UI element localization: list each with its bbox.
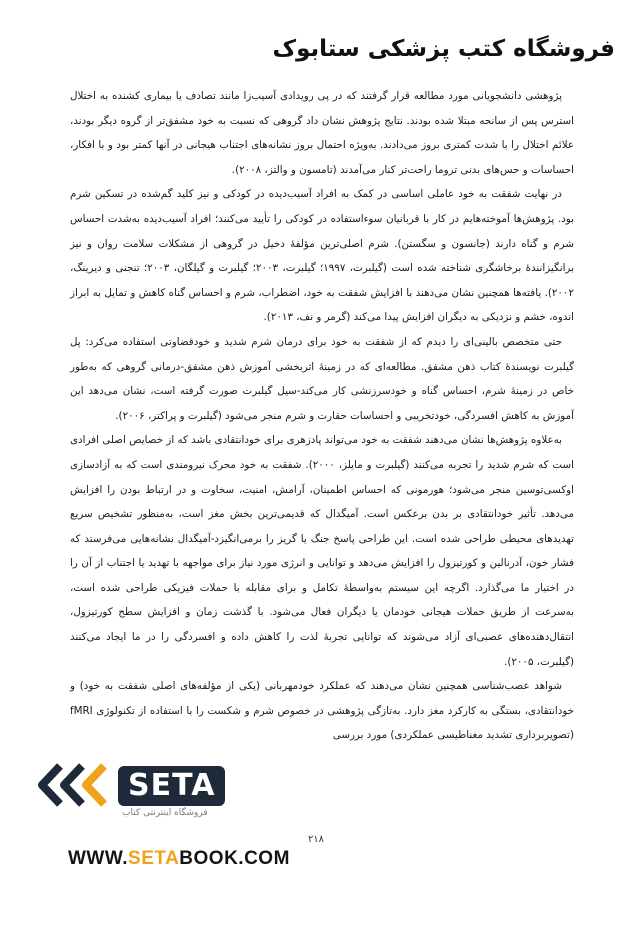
body-text	[70, 84, 574, 748]
page-number: ۲۱۸	[307, 834, 325, 845]
paragraph: به‌علاوه پژوهش‌ها نشان می‌دهند شفقت به خود می‌تواند پادزهری برای خودانتقادی باشد که از خصایص اصلی افرادی است که شرم شدید را تجربه می‌کنند (گیلبرت و مایلز، ۲۰۰۰). شفقت به خود محرک نیرومندی است که به آزادسازی اوکسی‌توسین منجر می‌شود؛ هورمونی که احساس اطمینان، آرامش، امنیت، سخاوت و در ارتباط بودن را افزایش می‌دهد. تأثیر خودانتقادی بر بدن برعکس است. آمیگدال که قدیمی‌ترین بخش مغز است، به‌منظور تشخیص سریع تهدیدهای محیطی طراحی شده است. این طراحی پاسخ جنگ یا گریز را برمی‌انگیزد-آمیگدال نشانه‌هایی می‌فرستد که فشار خون، آدرنالین و کورتیزول را افزایش می‌دهد و توانایی و انرژی مورد نیاز برای مواجهه با تهدید یا اجتناب از آن را در اختیار ما می‌گذارد. اگرچه این سیستم به‌واسطهٔ تکامل و برای مقابله با حملات فیزیکی طراحی شده است، به‌سرعت از طریق حملات هیجانی خودمان یا دیگران فعال می‌شود. با گذشت زمان و افزایش سطح کورتیزول، انتقال‌دهنده‌های عصبی‌ای آزاد می‌شوند که توانایی تجربهٔ لذت را کاهش داده و افسردگی را در ما ایجاد می‌کنند (گیلبرت، ۲۰۰۵).	[70, 434, 574, 668]
paragraph: در نهایت شفقت به خود عاملی اساسی در کمک به افراد آسیب‌دیده در کودکی و نیز کلید گم‌شده در تسکین شرم بود. پژوهش‌ها آموخته‌هایم در کار با قربانیان سوءاستفاده در کودکی را تأیید می‌کنند؛ افراد آسیب‌دیده به‌شدت احساس شرم و گناه دارند (جانسون و سگستن). شرم اصلی‌ترین مؤلفهٔ دخیل در گروهی از مشکلات سلامت روان و نیز برانگیزانندهٔ برخاشگری شناخته شده است (گیلبرت، ۱۹۹۷؛ گیلبرت، ۲۰۰۳؛ گیلبرت و گیلگان، ۲۰۰۳؛ تنجنی و دیرینگ، ۲۰۰۲). یافته‌ها همچنین نشان می‌دهند با افزایش شفقت به خود، اضطراب، شرم و احساس گناه کاهش و تمایل به ابراز اندوه، خشم و نزدیکی به دیگران افزایش پیدا می‌کند (گرمر و نف، ۲۰۱۳).	[70, 188, 574, 324]
chevron-logo-icon	[30, 760, 118, 810]
header-title: فروشگاه کتب پزشکی ستابوک	[272, 36, 615, 62]
paragraph: شواهد عصب‌شناسی همچنین نشان می‌دهند که عملکرد خودمهربانی (یکی از مؤلفه‌های اصلی شفقت به خود) و خودانتقادی، بستگی به کارکرد مغز دارد. به‌تازگی پژوهشی در خصوص شرم و شکست را با استفاده از تکنولوژی fMRI (تصویربرداری تشدید مغناطیسی عملکردی) مورد بررسی	[70, 680, 574, 742]
website-accent: SETA	[128, 848, 180, 869]
website-prefix: WWW.	[68, 848, 129, 869]
website-suffix: BOOK.COM	[179, 848, 290, 869]
paragraph: پژوهشی دانشجویانی مورد مطالعه قرار گرفتند که در پی رویدادی آسیب‌زا مانند تصادف یا بیماری کشنده به اختلال استرس پس از سانحه مبتلا شده بودند. نتایج پژوهش نشان داد گروهی که نسبت به خود مشفق‌تر از گروه دیگر بودند، علائم اختلال را با شدت کمتری بروز می‌دادند. به‌ویژه احتمال بروز نشانه‌های اجتناب هیجانی در آنها کمتر بود و با افکار، احساسات و حس‌های بدنی تروما راحت‌تر کنار می‌آمدند (تامسون و والتز، ۲۰۰۸).	[70, 90, 574, 176]
logo-brand-text: SETA	[118, 766, 225, 806]
logo-tagline: فروشگاه اینترنتی کتاب	[122, 808, 208, 818]
paragraph: حتی متخصص بالینی‌ای را دیدم که از شفقت به خود برای درمان شرم شدید و خودقضاوتی استفاده می‌کرد: پل گیلبرت نویسندهٔ کتاب ذهن مشفق. مطالعه‌ای که در زمینهٔ اثربخشی آموزش ذهن مشفق-درمانی گروهی که به‌طور خاص در زمینهٔ شرم، احساس گناه و خودسرزنشی کار می‌کند-سیل گیلبرت صورت گرفته است، نشان می‌دهد این آموزش به کاهش افسردگی، خودتخریبی و احساسات حقارت و شرم منجر می‌شود (گیلبرت و پراکتر، ۲۰۰۶).	[70, 335, 574, 422]
setabook-logo	[30, 760, 285, 834]
website-url[interactable]	[68, 848, 290, 870]
